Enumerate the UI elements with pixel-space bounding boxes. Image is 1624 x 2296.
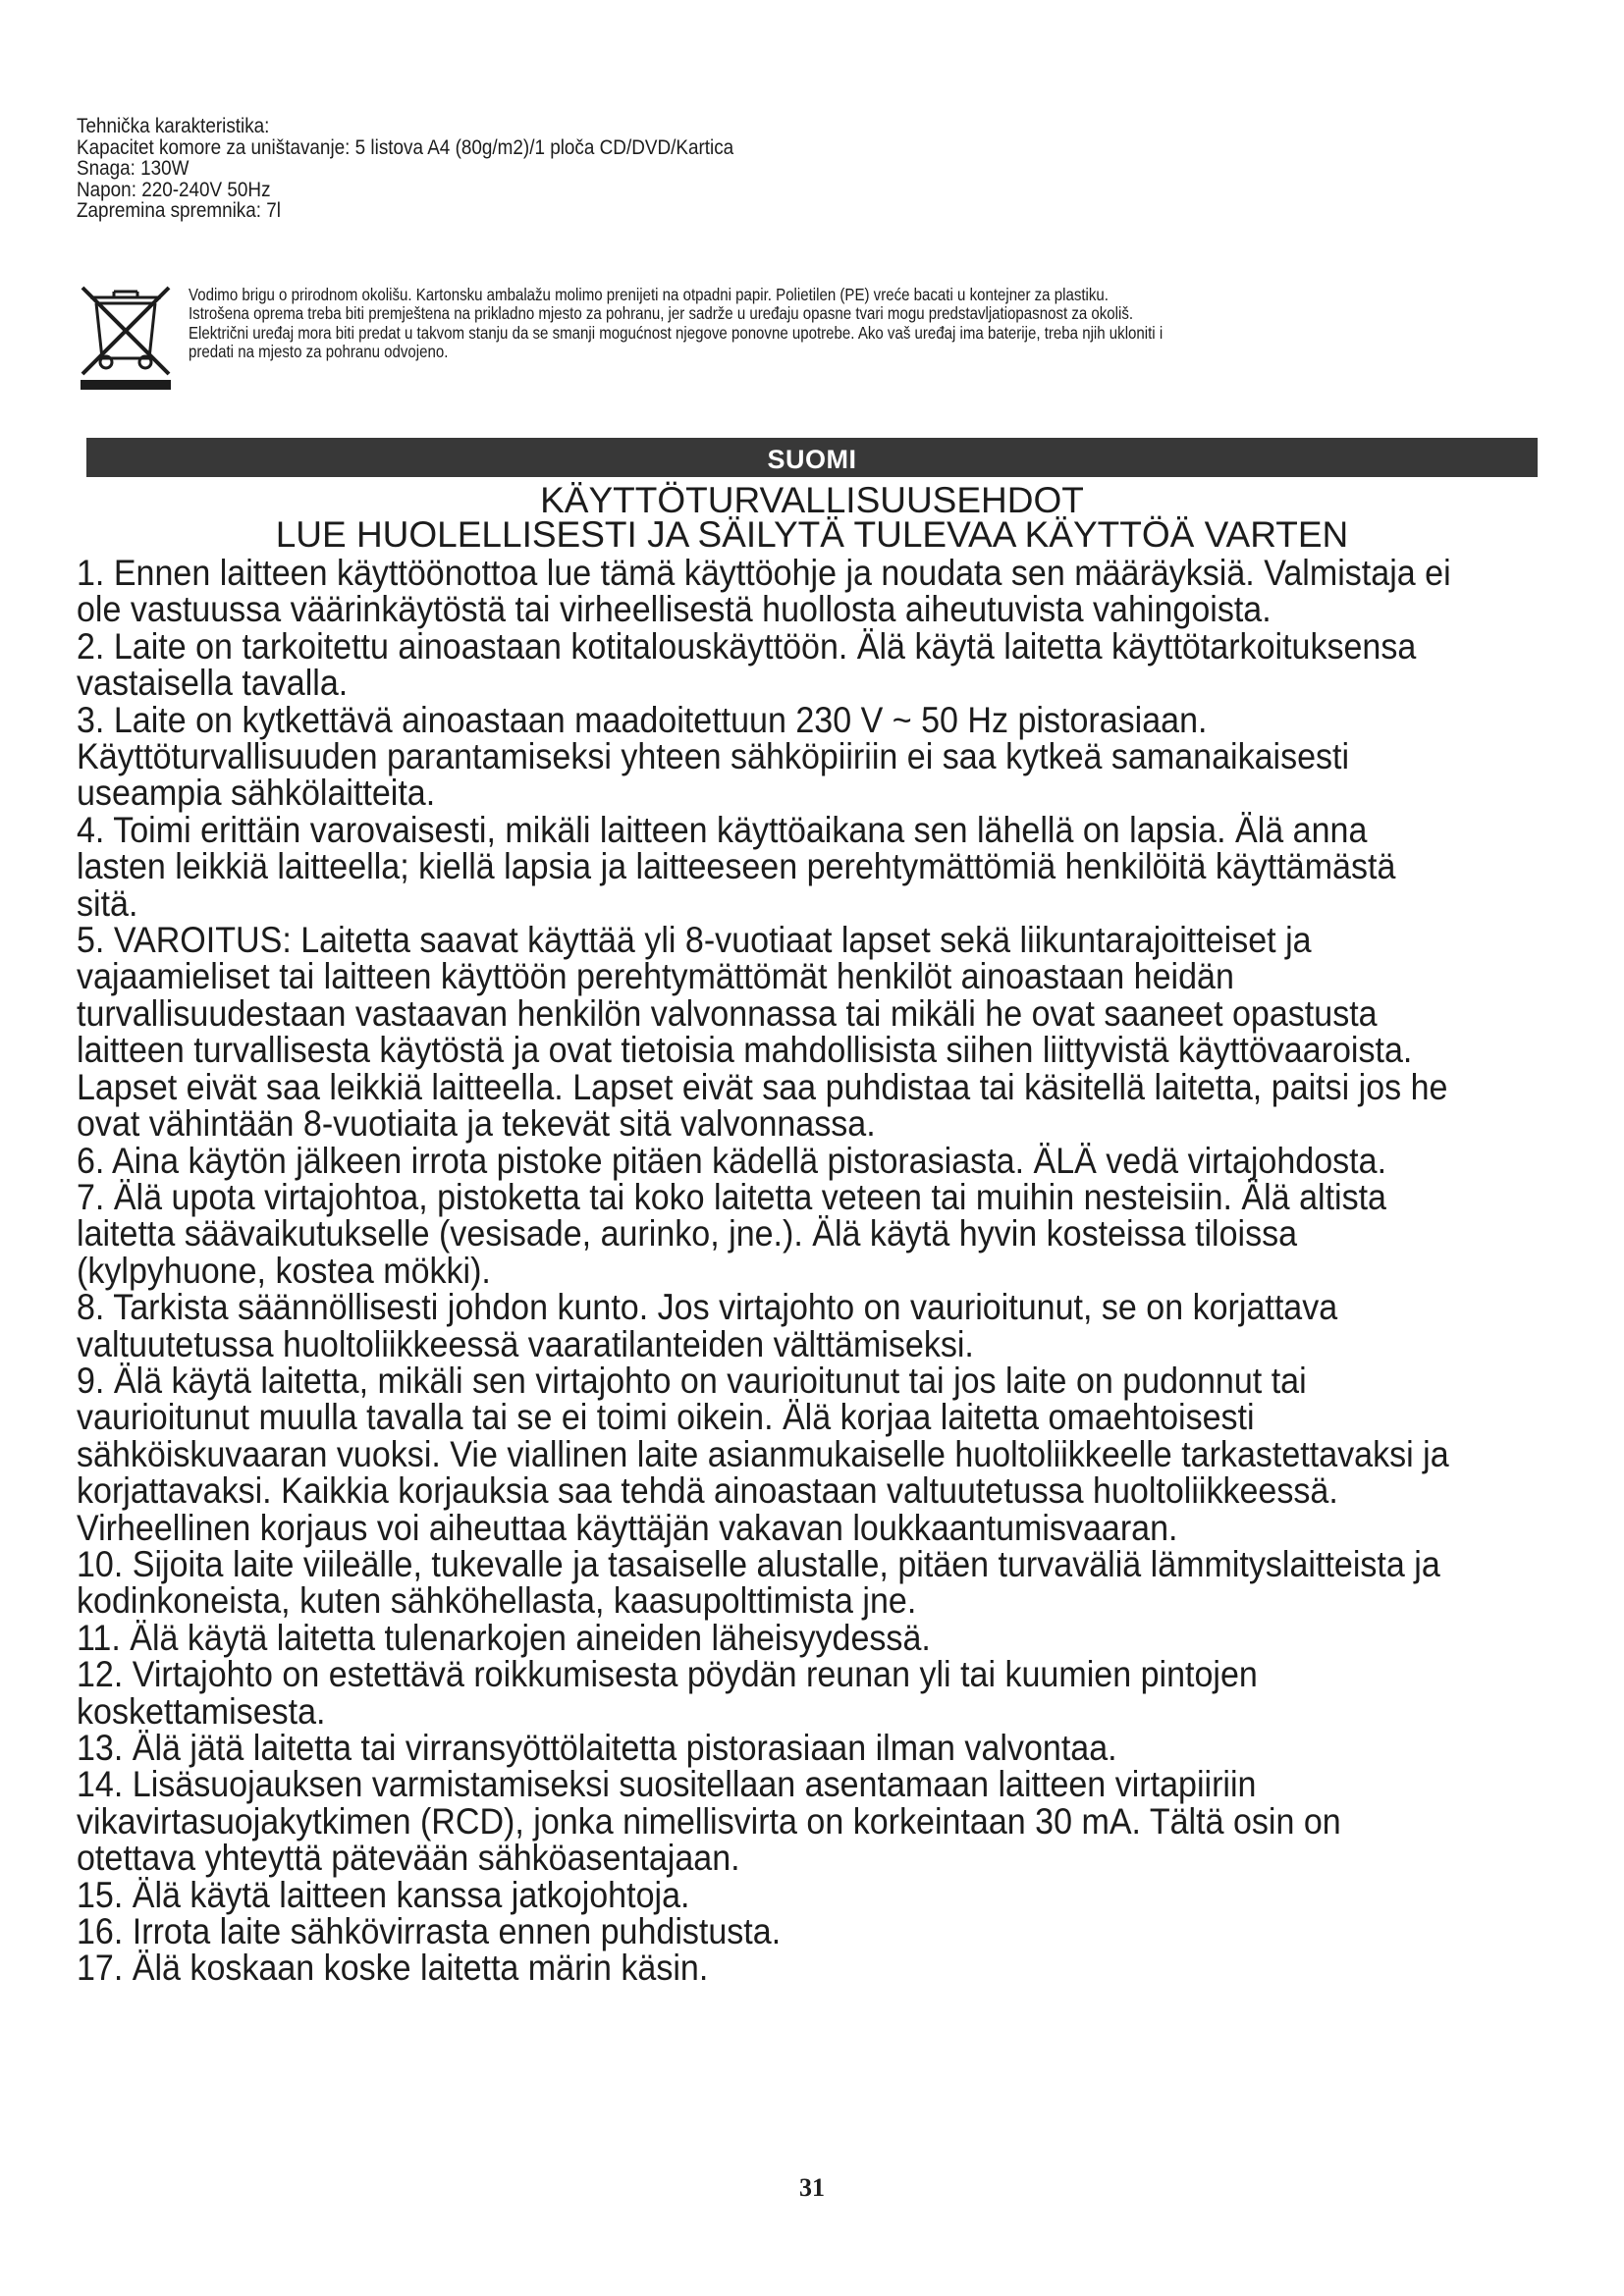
rule-line: 9. Älä käytä laitetta, mikäli sen virtajohto on vaurioitunut tai jos laite on pudonnut tai (77, 1360, 1307, 1401)
eco-line: Istrošena oprema treba biti premještena na prikladno mjesto za pohranu, jer sadrže u uređaju opasne tvari mogu predstavljatiopasnost za okoliš. (189, 303, 1134, 324)
rule-line: 7. Älä upota virtajohtoa, pistoketta tai koko laitetta veteen tai muihin nesteisiin. Älä altista (77, 1176, 1386, 1217)
rule-line: Virheellinen korjaus voi aiheuttaa käyttäjän vakavan loukkaantumisvaaran. (77, 1507, 1178, 1548)
spec-power: Snaga: 130W (77, 157, 189, 181)
rule-line: 3. Laite on kytkettävä ainoastaan maadoitettuun 230 V ~ 50 Hz pistorasiaan. (77, 699, 1208, 740)
rule-line: 17. Älä koskaan koske laitetta märin käsin. (77, 1948, 709, 1989)
rule-line: laitetta säävaikutukselle (vesisade, aurinko, jne.). Älä käytä hyvin kosteissa tiloissa (77, 1213, 1298, 1255)
rule-line: koskettamisesta. (77, 1690, 326, 1732)
technical-specifications (77, 116, 1402, 222)
rule-line: vaurioitunut muulla tavalla tai se ei toimi oikein. Älä korjaa laitetta omaehtoisesti (77, 1397, 1255, 1438)
rule-line: vastaisella tavalla. (77, 663, 349, 704)
rule-line: kodinkoneista, kuten sähköhellasta, kaasupolttimista jne. (77, 1580, 917, 1622)
eco-line: Vodimo brigu o prirodnom okolišu. Kartonsku ambalažu molimo prenijeti na otpadni papir. Polietilen (PE) vreće bacati u kontejner za plastiku. (189, 285, 1109, 304)
eco-line: Električni uređaj mora biti predat u takvom stanju da se smanji mogućnost njegove ponovne upotrebe. Ako vaš uređaj ima baterije, treba njih ukloniti i (189, 322, 1164, 343)
safety-title: KÄYTTÖTURVALLISUUSEHDOT (540, 480, 1084, 520)
rule-line: otettava yhteyttä pätevään sähköasentajaan. (77, 1838, 740, 1879)
rule-line: turvallisuudestaan vastaavan henkilön valvonnassa tai mikäli he ovat saaneet opastusta (77, 992, 1378, 1034)
rule-line: vajaamieliset tai laitteen käyttöön perehtymättömät henkilöt ainoastaan heidän (77, 956, 1234, 997)
rule-line: sähköiskuvaaran vuoksi. Vie viallinen laite asianmukaiselle huoltoliikkeelle tarkastettavaksi ja (77, 1433, 1449, 1474)
rule-line: 4. Toimi erittäin varovaisesti, mikäli laitteen käyttöaikana sen lähellä on lapsia. Älä anna (77, 809, 1368, 850)
rule-line: 13. Älä jätä laitetta tai virransyöttölaitetta pistorasiaan ilman valvontaa. (77, 1728, 1117, 1768)
rule-line: (kylpyhuone, kostea mökki). (77, 1250, 491, 1291)
rule-line: 1. Ennen laitteen käyttöönottoa lue tämä käyttöohje ja noudata sen määräyksiä. Valmistaja ei (77, 553, 1451, 593)
environmental-notice (189, 286, 1387, 362)
spec-heading: Tehnička karakteristika: (77, 115, 270, 137)
safety-subtitle: LUE HUOLELLISESTI JA SÄILYTÄ TULEVAA KÄYTTÖÄ VARTEN (275, 514, 1349, 555)
crossed-out-wheelie-bin-icon (77, 280, 175, 390)
rule-line: Käyttöturvallisuuden parantamiseksi yhteen sähköpiiriin ei saa kytkeä samanaikaisesti (77, 736, 1350, 777)
rule-line: 15. Älä käytä laitteen kanssa jatkojohtoja. (77, 1874, 690, 1915)
rule-line: 2. Laite on tarkoitettu ainoastaan kotitalouskäyttöön. Älä käytä laitetta käyttötarkoituksensa (77, 625, 1417, 667)
rule-line: 11. Älä käytä laitetta tulenarkojen aineiden läheisyydessä. (77, 1617, 931, 1658)
rule-line: 10. Sijoita laite viileälle, tukevalle ja tasaiselle alustalle, pitäen turvaväliä lämmityslaitteista ja (77, 1543, 1440, 1584)
rule-line: 6. Aina käytön jälkeen irrota pistoke pitäen kädellä pistorasiasta. ÄLÄ vedä virtajohdosta. (77, 1140, 1387, 1181)
rule-line: useampia sähkölaitteita. (77, 773, 436, 814)
rule-line: vikavirtasuojakytkimen (RCD), jonka nimellisvirta on korkeintaan 30 mA. Tältä osin on (77, 1800, 1341, 1842)
spec-capacity: Kapacitet komore za uništavanje: 5 listova A4 (80g/m2)/1 ploča CD/DVD/Kartica (77, 135, 734, 159)
rule-line: lasten leikkiä laitteella; kiellä lapsia ja laitteeseen perehtymättömiä henkilöitä käyttämästä (77, 846, 1396, 887)
rule-line: korjattavaksi. Kaikkia korjauksia saa tehdä ainoastaan valtuutetussa huoltoliikkeessä. (77, 1470, 1338, 1512)
spec-bin-volume: Zapremina spremnika: 7l (77, 199, 281, 223)
rule-line: ovat vähintään 8-vuotiaita ja tekevät sitä valvonnassa. (77, 1103, 876, 1145)
rule-line: laitteen turvallisesta käytöstä ja ovat tietoisia mahdollisista siihen liittyvistä käyttövaaroista. (77, 1030, 1413, 1071)
rule-line: 12. Virtajohto on estettävä roikkumisesta pöydän reunan yli tai kuumien pintojen (77, 1654, 1258, 1695)
page-number: 31 (799, 2173, 825, 2202)
rule-line: ole vastuussa väärinkäytöstä tai virheellisestä huollosta aiheutuvista vahingoista. (77, 589, 1272, 630)
eco-line: predati na mjesto za pohranu odvojeno. (189, 342, 449, 362)
rule-line: 5. VAROITUS: Laitetta saavat käyttää yli 8-vuotiaat lapset sekä liikuntarajoitteiset ja (77, 920, 1312, 961)
spec-voltage: Napon: 220-240V 50Hz (77, 178, 271, 201)
rule-line: sitä. (77, 882, 138, 924)
rule-line: 8. Tarkista säännöllisesti johdon kunto. Jos virtajohto on vaurioitunut, se on korjattava (77, 1287, 1338, 1328)
safety-rules (77, 555, 1486, 1987)
language-section-bar: SUOMI (86, 438, 1538, 477)
rule-line: Lapset eivät saa leikkiä laitteella. Lapset eivät saa puhdistaa tai käsitellä laitetta, paitsi jos he (77, 1066, 1448, 1107)
rule-line: 16. Irrota laite sähkövirrasta ennen puhdistusta. (77, 1911, 782, 1952)
rule-line: valtuutetussa huoltoliikkeessä vaaratilanteiden välttämiseksi. (77, 1323, 974, 1364)
rule-line: 14. Lisäsuojauksen varmistamiseksi suositellaan asentamaan laitteen virtapiiriin (77, 1764, 1257, 1805)
